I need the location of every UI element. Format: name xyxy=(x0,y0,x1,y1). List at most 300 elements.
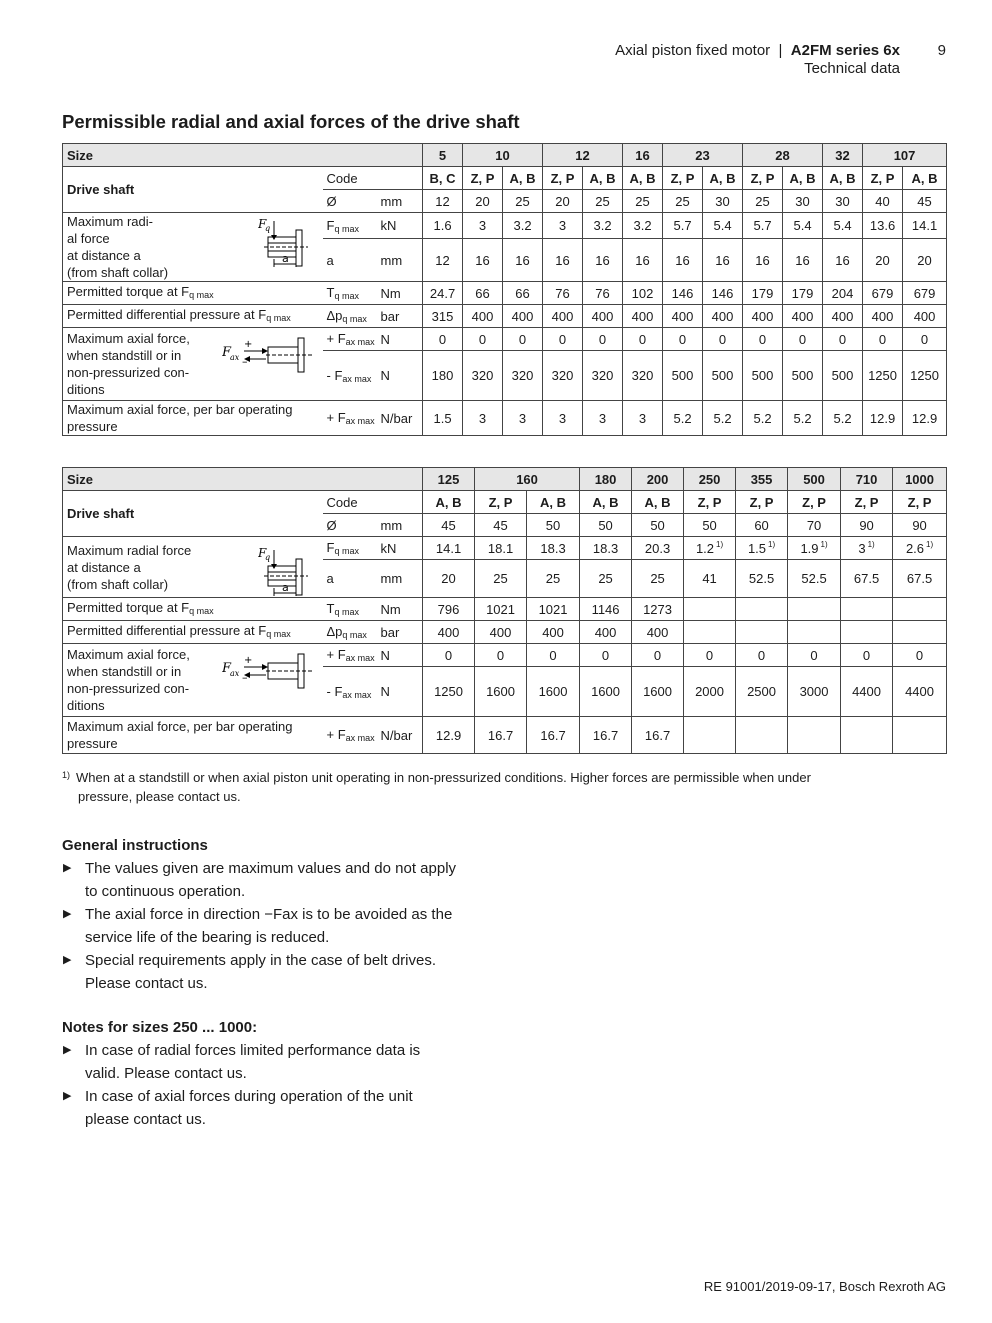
table-cell: 30 xyxy=(703,190,743,213)
table-cell: 204 xyxy=(823,282,863,305)
table-cell: 24.7 xyxy=(423,282,463,305)
table-cell xyxy=(736,717,788,754)
notes-large-sizes xyxy=(62,1016,502,1131)
svg-text:q: q xyxy=(264,552,270,562)
table-cell: 0 xyxy=(893,644,947,667)
ax-plus-unit: N xyxy=(377,328,423,351)
table-cell: 25 xyxy=(583,190,623,213)
table-cell: 102 xyxy=(623,282,663,305)
code-label: Code xyxy=(323,167,423,190)
per-bar-unit: N/bar xyxy=(377,401,423,436)
table-cell: 679 xyxy=(863,282,903,305)
list-item-line: The values given are maximum values and do not apply xyxy=(85,860,457,877)
per-bar-symbol: + $F_{ax max}$ xyxy=(323,401,377,436)
table-cell: 25 xyxy=(527,560,580,598)
table-cell: 16 xyxy=(463,239,503,282)
table-cell: 25 xyxy=(580,560,632,598)
table-cell: 16 xyxy=(703,239,743,282)
table-cell xyxy=(788,717,841,754)
svg-text:q: q xyxy=(264,224,270,233)
table-cell: 90 xyxy=(841,514,893,537)
table-cell: 16 xyxy=(663,239,703,282)
table-cell: 0 xyxy=(423,328,463,351)
radial-force-label: Maximum radi- al force at distance a (from shaft collar) F q a xyxy=(63,213,323,282)
header-separator: | xyxy=(778,42,783,59)
table-cell: 179 xyxy=(783,282,823,305)
svg-text:+: + xyxy=(243,655,252,666)
list-item xyxy=(62,1039,502,1085)
axial-force-diagram-icon xyxy=(222,648,318,692)
table-cell: 400 xyxy=(623,305,663,328)
table-row xyxy=(63,468,947,491)
triangle-right-icon: ▶ xyxy=(63,1090,72,1102)
table-cell xyxy=(684,717,736,754)
table-cell: 2.6 $^{1)}$ xyxy=(893,537,947,560)
table-cell: 14.1 xyxy=(903,213,947,239)
table-cell: 60 xyxy=(736,514,788,537)
table-cell: 0 xyxy=(423,644,475,667)
diameter-unit: mm xyxy=(377,190,423,213)
table-cell: A, B xyxy=(783,167,823,190)
diameter-symbol: Ø xyxy=(323,514,377,537)
list-item-line: valid. Please contact us. xyxy=(85,1065,247,1082)
table-cell: 25 xyxy=(743,190,783,213)
table-cell: Z, P xyxy=(543,167,583,190)
size-header: 125 xyxy=(423,468,475,491)
a-symbol: a xyxy=(323,560,377,598)
svg-text:–: – xyxy=(241,355,247,368)
table-cell: 1146 xyxy=(580,598,632,621)
table-cell: 4400 xyxy=(841,667,893,717)
footnote-marker: 1) xyxy=(62,770,71,780)
per-bar-label: Maximum axial force, per bar operating pressure xyxy=(63,401,323,436)
table-cell: 40 xyxy=(863,190,903,213)
triangle-right-icon: ▶ xyxy=(63,908,72,920)
table-cell: 30 xyxy=(783,190,823,213)
notes-heading: Notes for sizes 250 ... 1000: xyxy=(62,1019,258,1036)
table-cell: 0 xyxy=(632,644,684,667)
table-cell: 500 xyxy=(823,351,863,401)
size-header: 250 xyxy=(684,468,736,491)
svg-text:F: F xyxy=(221,345,231,360)
table-cell: 45 xyxy=(423,514,475,537)
table-cell: 796 xyxy=(423,598,475,621)
list-item-line: In case of axial forces during operation of the unit xyxy=(85,1088,413,1105)
table-cell: 20 xyxy=(543,190,583,213)
table-cell: Z, P xyxy=(475,491,527,514)
table-row xyxy=(63,167,947,190)
table-cell: 400 xyxy=(823,305,863,328)
table-cell: 12 xyxy=(423,190,463,213)
a-unit: mm xyxy=(377,239,423,282)
table-cell: Z, P xyxy=(743,167,783,190)
table-cell xyxy=(841,621,893,644)
table-cell: 400 xyxy=(527,621,580,644)
table-cell: 3 xyxy=(623,401,663,436)
table-cell: 500 xyxy=(703,351,743,401)
table-cell: 12.9 xyxy=(423,717,475,754)
page-number: 9 xyxy=(937,42,946,59)
table-cell: 41 xyxy=(684,560,736,598)
table-cell: 3 xyxy=(463,401,503,436)
triangle-right-icon: ▶ xyxy=(63,954,72,966)
table-cell: 500 xyxy=(663,351,703,401)
table-row xyxy=(63,144,947,167)
dp-symbol: $\Delta p_{q max}$ xyxy=(323,305,377,328)
differential-pressure-label: Permitted differential pressure at $F_{q max}$ xyxy=(63,305,323,328)
table-cell: 12.9 xyxy=(903,401,947,436)
per-bar-symbol: + $F_{ax max}$ xyxy=(323,717,377,754)
table-cell: A, B xyxy=(632,491,684,514)
table-cell: 67.5 xyxy=(841,560,893,598)
ax-minus-symbol: - $F_{ax max}$ xyxy=(323,351,377,401)
table-cell: 1250 xyxy=(903,351,947,401)
dp-unit: bar xyxy=(377,305,423,328)
table-cell: 3 xyxy=(543,401,583,436)
size-header: 10 xyxy=(463,144,543,167)
table-cell xyxy=(841,598,893,621)
table-cell: A, B xyxy=(423,491,475,514)
size-header: 23 xyxy=(663,144,743,167)
list-item-line: Special requirements apply in the case of belt drives. xyxy=(85,952,437,969)
svg-text:a: a xyxy=(281,580,289,594)
table-cell xyxy=(788,621,841,644)
table-cell: 0 xyxy=(543,328,583,351)
table-cell: A, B xyxy=(623,167,663,190)
page-title: Permissible radial and axial forces of the drive shaft xyxy=(62,111,520,132)
table-cell: 3 xyxy=(463,213,503,239)
svg-text:F: F xyxy=(221,661,231,676)
size-header: 107 xyxy=(863,144,947,167)
radial-force-diagram-icon xyxy=(258,544,316,598)
table-cell: 3.2 xyxy=(583,213,623,239)
table-cell: 1250 xyxy=(863,351,903,401)
torque-unit: Nm xyxy=(377,598,423,621)
list-item xyxy=(62,857,502,903)
torque-label: Permitted torque at $F_{q max}$ xyxy=(63,282,323,305)
table-cell: 400 xyxy=(423,621,475,644)
table-cell: 20 xyxy=(463,190,503,213)
forces-table-large-sizes xyxy=(62,467,947,754)
table-cell: 14.1 xyxy=(423,537,475,560)
table-cell: 5.4 xyxy=(703,213,743,239)
table-row xyxy=(63,213,947,239)
table-cell xyxy=(893,717,947,754)
table-cell: 25 xyxy=(663,190,703,213)
list-item-line: In case of radial forces limited performance data is xyxy=(85,1042,421,1059)
torque-unit: Nm xyxy=(377,282,423,305)
ax-minus-symbol: - $F_{ax max}$ xyxy=(323,667,377,717)
fq-unit: kN xyxy=(377,213,423,239)
table-cell: Z, P xyxy=(893,491,947,514)
axial-force-diagram-icon xyxy=(222,332,318,376)
ax-minus-unit: N xyxy=(377,351,423,401)
forces-table-small-sizes xyxy=(62,143,947,436)
per-bar-label: Maximum axial force, per bar operating pressure xyxy=(63,717,323,754)
table-cell: 50 xyxy=(580,514,632,537)
table-cell: 0 xyxy=(903,328,947,351)
table-cell: 3.2 xyxy=(503,213,543,239)
table-cell: 1273 xyxy=(632,598,684,621)
table-cell xyxy=(841,717,893,754)
list-item xyxy=(62,949,502,995)
table-cell xyxy=(788,598,841,621)
table-cell: A, B xyxy=(527,491,580,514)
table-cell: 66 xyxy=(503,282,543,305)
table-row xyxy=(63,491,947,514)
code-label: Code xyxy=(323,491,423,514)
table-cell: 13.6 xyxy=(863,213,903,239)
size-header: 1000 xyxy=(893,468,947,491)
table-cell: 16.7 xyxy=(632,717,684,754)
table-cell: 16.7 xyxy=(475,717,527,754)
table-cell: 0 xyxy=(503,328,543,351)
table-cell: 0 xyxy=(736,644,788,667)
table-cell: 679 xyxy=(903,282,947,305)
table-cell: 320 xyxy=(583,351,623,401)
size-label: Size xyxy=(63,468,423,491)
per-bar-unit: N/bar xyxy=(377,717,423,754)
section-name: Technical data xyxy=(804,60,900,77)
general-instructions-heading: General instructions xyxy=(62,837,208,854)
table-cell: A, B xyxy=(823,167,863,190)
table-cell: 400 xyxy=(663,305,703,328)
table-cell: 320 xyxy=(543,351,583,401)
table-cell: 20 xyxy=(903,239,947,282)
list-item-line: Please contact us. xyxy=(85,975,208,992)
table-cell: 12.9 xyxy=(863,401,903,436)
torque-symbol: $T_{q max}$ xyxy=(323,598,377,621)
table-cell: A, B xyxy=(503,167,543,190)
ax-plus-symbol: + $F_{ax max}$ xyxy=(323,328,377,351)
table-row xyxy=(63,328,947,351)
footnote-line-2: pressure, please contact us. xyxy=(78,789,241,804)
size-header: 710 xyxy=(841,468,893,491)
table-row xyxy=(63,537,947,560)
table-cell: 400 xyxy=(632,621,684,644)
svg-text:+: + xyxy=(243,339,252,350)
table-cell: 0 xyxy=(783,328,823,351)
table-cell: 50 xyxy=(527,514,580,537)
table-cell: 400 xyxy=(475,621,527,644)
table-cell: 5.2 xyxy=(663,401,703,436)
table-cell: 2000 xyxy=(684,667,736,717)
table-cell: 25 xyxy=(632,560,684,598)
table-cell: 315 xyxy=(423,305,463,328)
ax-plus-unit: N xyxy=(377,644,423,667)
table-cell: 3 xyxy=(543,213,583,239)
table-cell: 0 xyxy=(863,328,903,351)
table-cell: 320 xyxy=(463,351,503,401)
table-cell: 179 xyxy=(743,282,783,305)
a-symbol: a xyxy=(323,239,377,282)
table-cell: 4400 xyxy=(893,667,947,717)
table-cell: 16 xyxy=(503,239,543,282)
table-cell: 50 xyxy=(684,514,736,537)
table-cell: 400 xyxy=(463,305,503,328)
table-cell: Z, P xyxy=(788,491,841,514)
table-cell: 1.9 $^{1)}$ xyxy=(788,537,841,560)
table-cell: Z, P xyxy=(663,167,703,190)
size-header: 28 xyxy=(743,144,823,167)
table-cell: 1600 xyxy=(527,667,580,717)
table-cell: 18.3 xyxy=(527,537,580,560)
table-cell: 1.6 xyxy=(423,213,463,239)
table-cell: B, C xyxy=(423,167,463,190)
table-row xyxy=(63,598,947,621)
torque-symbol: $T_{q max}$ xyxy=(323,282,377,305)
table-cell: 400 xyxy=(580,621,632,644)
table-row xyxy=(63,282,947,305)
ax-minus-unit: N xyxy=(377,667,423,717)
table-cell: 1021 xyxy=(475,598,527,621)
table-cell: 25 xyxy=(623,190,663,213)
table-cell: 76 xyxy=(543,282,583,305)
table-cell: 0 xyxy=(703,328,743,351)
table-cell: 30 xyxy=(823,190,863,213)
table-cell: 500 xyxy=(743,351,783,401)
table-row xyxy=(63,621,947,644)
table-cell: 50 xyxy=(632,514,684,537)
dp-unit: bar xyxy=(377,621,423,644)
table-cell: 1.5 xyxy=(423,401,463,436)
triangle-right-icon: ▶ xyxy=(63,1044,72,1056)
table-cell xyxy=(736,598,788,621)
table-footnote xyxy=(62,766,922,806)
list-item-line: to continuous operation. xyxy=(85,883,246,900)
table-cell: 3 xyxy=(583,401,623,436)
size-header: 5 xyxy=(423,144,463,167)
radial-force-label: Maximum radial force at distance a (from shaft collar) F q a xyxy=(63,537,323,598)
table-cell: 3 xyxy=(503,401,543,436)
radial-force-diagram-icon xyxy=(258,215,316,271)
table-cell: 18.3 xyxy=(580,537,632,560)
table-row xyxy=(63,644,947,667)
table-cell: 1250 xyxy=(423,667,475,717)
table-cell: 16 xyxy=(743,239,783,282)
table-cell: 70 xyxy=(788,514,841,537)
table-cell: 66 xyxy=(463,282,503,305)
list-item-line: service life of the bearing is reduced. xyxy=(85,929,330,946)
table-cell: 0 xyxy=(583,328,623,351)
table-cell: 1.5 $^{1)}$ xyxy=(736,537,788,560)
table-cell: 52.5 xyxy=(788,560,841,598)
axial-force-label: Maximum axial force, when standstill or in non-pressurized con- ditions F ax + – xyxy=(63,328,323,401)
table-cell: 3 $^{1)}$ xyxy=(841,537,893,560)
table-cell: 3000 xyxy=(788,667,841,717)
table-row xyxy=(63,401,947,436)
table-cell: A, B xyxy=(583,167,623,190)
size-header: 355 xyxy=(736,468,788,491)
table-cell: A, B xyxy=(703,167,743,190)
size-header: 180 xyxy=(580,468,632,491)
table-cell: 76 xyxy=(583,282,623,305)
table-cell: 5.7 xyxy=(663,213,703,239)
table-cell: 45 xyxy=(903,190,947,213)
table-cell: 16 xyxy=(823,239,863,282)
table-cell: 16 xyxy=(783,239,823,282)
diameter-unit: mm xyxy=(377,514,423,537)
svg-text:F: F xyxy=(257,545,266,560)
table-cell: 5.2 xyxy=(783,401,823,436)
page-footer: RE 91001/2019-09-17, Bosch Rexroth AG xyxy=(703,1279,946,1294)
table-cell: 0 xyxy=(823,328,863,351)
series-name: A2FM series 6x xyxy=(790,42,900,59)
table-cell: 500 xyxy=(783,351,823,401)
table-cell xyxy=(893,621,947,644)
table-cell: 52.5 xyxy=(736,560,788,598)
table-cell: 5.2 xyxy=(743,401,783,436)
table-cell: 0 xyxy=(527,644,580,667)
table-cell: 400 xyxy=(743,305,783,328)
doc-title: Axial piston fixed motor xyxy=(615,42,771,59)
table-cell: 0 xyxy=(580,644,632,667)
size-header: 160 xyxy=(475,468,580,491)
table-cell: 16.7 xyxy=(527,717,580,754)
svg-text:F: F xyxy=(257,217,266,231)
size-header: 16 xyxy=(623,144,663,167)
table-cell: 16 xyxy=(583,239,623,282)
table-cell: 400 xyxy=(543,305,583,328)
svg-text:ax: ax xyxy=(229,353,239,362)
table-cell: A, B xyxy=(903,167,947,190)
table-cell: 25 xyxy=(475,560,527,598)
svg-text:a: a xyxy=(281,252,289,265)
table-cell: 3.2 xyxy=(623,213,663,239)
table-cell: 146 xyxy=(703,282,743,305)
fq-unit: kN xyxy=(377,537,423,560)
table-cell: 1021 xyxy=(527,598,580,621)
table-cell: 16 xyxy=(543,239,583,282)
table-cell: 0 xyxy=(463,328,503,351)
list-item-line: please contact us. xyxy=(85,1111,206,1128)
svg-text:–: – xyxy=(241,671,247,684)
ax-plus-symbol: + $F_{ax max}$ xyxy=(323,644,377,667)
table-cell: A, B xyxy=(580,491,632,514)
dp-symbol: $\Delta p_{q max}$ xyxy=(323,621,377,644)
torque-label: Permitted torque at $F_{q max}$ xyxy=(63,598,323,621)
fq-symbol: $F_{q max}$ xyxy=(323,213,377,239)
size-label: Size xyxy=(63,144,423,167)
table-cell: 90 xyxy=(893,514,947,537)
table-cell: 1600 xyxy=(475,667,527,717)
axial-force-label: Maximum axial force, when standstill or in non-pressurized con- ditions F ax + – xyxy=(63,644,323,717)
table-cell: 400 xyxy=(703,305,743,328)
a-unit: mm xyxy=(377,560,423,598)
table-cell: Z, P xyxy=(841,491,893,514)
table-cell: 320 xyxy=(623,351,663,401)
table-cell: 1600 xyxy=(580,667,632,717)
table-cell: 400 xyxy=(783,305,823,328)
table-cell: 5.4 xyxy=(823,213,863,239)
table-cell: 16 xyxy=(623,239,663,282)
table-cell: 400 xyxy=(903,305,947,328)
svg-text:ax: ax xyxy=(229,669,239,678)
triangle-right-icon: ▶ xyxy=(63,862,72,874)
table-cell: 45 xyxy=(475,514,527,537)
table-cell xyxy=(736,621,788,644)
table-cell: 5.2 xyxy=(703,401,743,436)
table-cell: 400 xyxy=(503,305,543,328)
size-header: 200 xyxy=(632,468,684,491)
fq-symbol: $F_{q max}$ xyxy=(323,537,377,560)
footnote-line-1: When at a standstill or when axial piston unit operating in non-pressurized conditions. Higher forces are permissible when under xyxy=(76,770,811,785)
table-cell: 18.1 xyxy=(475,537,527,560)
size-header: 32 xyxy=(823,144,863,167)
running-header xyxy=(615,42,900,78)
table-cell: 146 xyxy=(663,282,703,305)
diameter-symbol: Ø xyxy=(323,190,377,213)
